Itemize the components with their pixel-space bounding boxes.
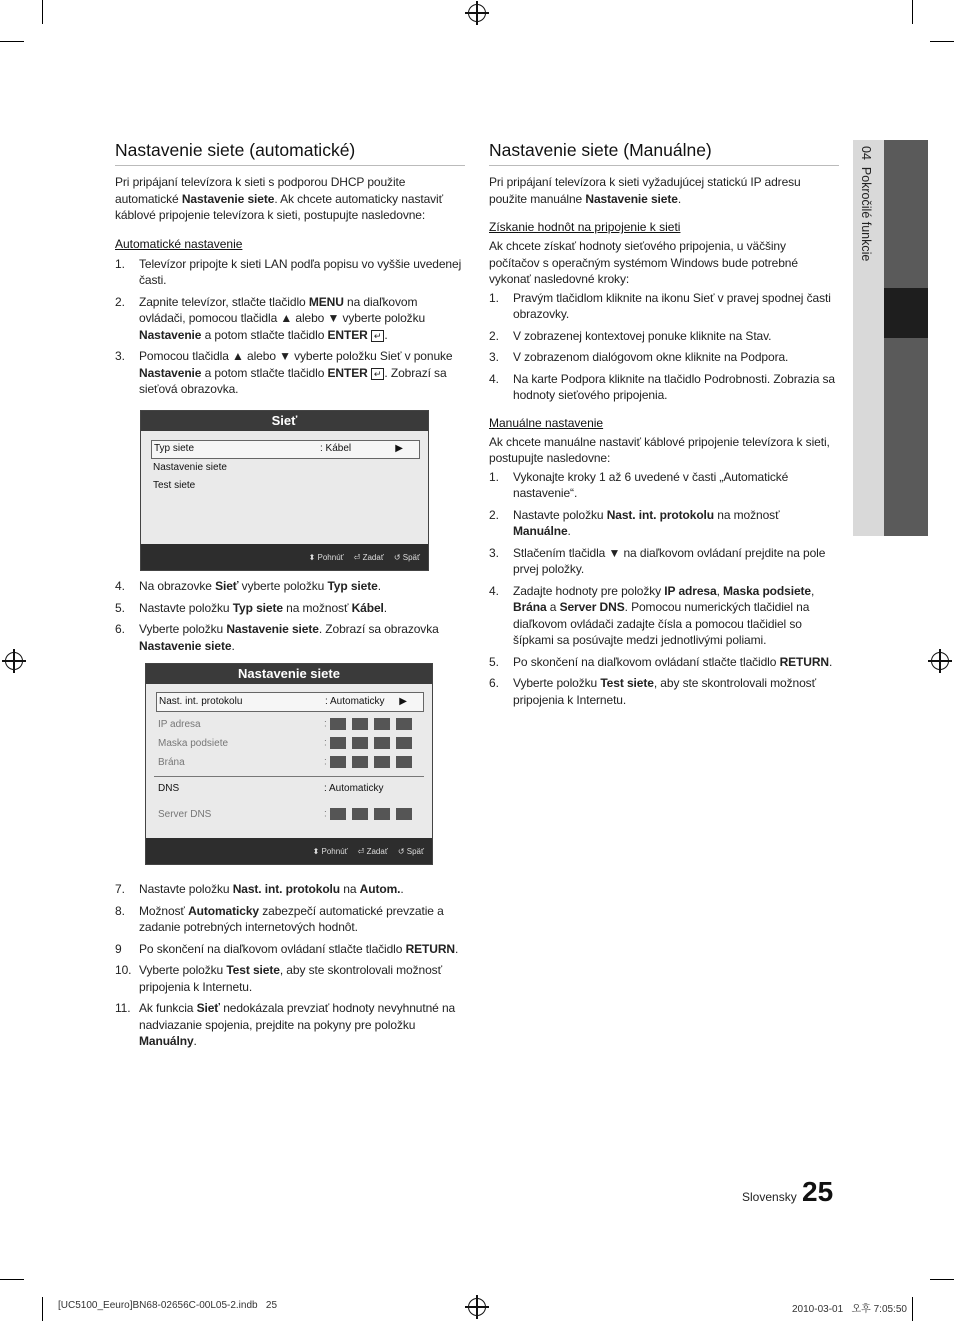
intro-auto: Pri pripájaní televízora k sieti s podporou DHCP použite automatické Nastavenie siete. Ak chcete automaticky nastaviť káblové pripojenie televízora k sieti, postupujte nasledovne: xyxy=(115,175,444,222)
list-item: 7. Nastavte položku Nast. int. protokolu na Autom.. xyxy=(115,882,404,896)
tv-screen-network-settings xyxy=(145,663,433,865)
menu-row-ip-address: IP adresa : xyxy=(158,719,420,730)
enter-icon: ⏎ xyxy=(353,552,361,562)
enter-icon: ↵ xyxy=(371,330,384,342)
list-item: 1. Televízor pripojte k sieti LAN podľa popisu vo vyššie uvedenej časti. xyxy=(115,256,462,287)
move-hint: ⬍ Pohnúť xyxy=(308,552,344,562)
chapter-title: Pokročilé funkcie xyxy=(859,166,873,262)
menu-row-dns-server: Server DNS : xyxy=(158,809,420,820)
registration-mark-icon xyxy=(931,652,949,670)
list-item: 5. Nastavte položku Typ siete na možnosť Kábel. xyxy=(115,600,388,615)
crop-mark xyxy=(912,0,913,24)
print-file-info: [UC5100_Eeuro]BN68-02656C-00L05-2.indb 25 xyxy=(58,1300,278,1311)
enter-icon: ⏎ xyxy=(357,846,365,856)
move-hint: ⬍ Pohnúť xyxy=(312,846,348,856)
list-item: 2. Nastavte položku Nast. int. protokolu na možnosť Manuálne. xyxy=(489,507,780,538)
menu-row-network-test[interactable]: Test siete xyxy=(153,480,196,491)
paragraph-obtain: Ak chcete získať hodnoty sieťového pripojenia, u väčšiny počítačov s operačným systémom Windows bude potrebné vykonať nasledovné kroky: xyxy=(489,239,798,286)
list-item: 2. V zobrazenej kontextovej ponuke kliknite na Stav. xyxy=(489,328,772,343)
screen-title: Nastavenie siete xyxy=(146,664,432,684)
language-label: Slovensky xyxy=(742,1190,797,1204)
crop-mark xyxy=(42,1297,43,1321)
steps-list-manual xyxy=(489,469,839,709)
updown-icon: ⬍ xyxy=(308,552,316,562)
crop-mark xyxy=(0,1279,24,1280)
side-tab-dark-top xyxy=(884,140,928,288)
list-item: 3. Stlačením tlačidla ▼ na diaľkovom ovládaní prejdite na pole prvej položky. xyxy=(489,545,826,576)
crop-mark xyxy=(930,41,954,42)
registration-mark-icon xyxy=(5,652,23,670)
subhead-auto: Automatické nastavenie xyxy=(115,236,243,251)
list-item: 8. Možnosť Automaticky zabezpečí automatické prevzatie a zadanie potrebných internetových hodnôt. xyxy=(115,903,444,934)
list-item: 10. Vyberte položku Test siete, aby ste skontrolovali možnosť pripojenia k Internetu. xyxy=(115,963,442,994)
screen-footer xyxy=(141,544,428,570)
list-item: 2. Zapnite televízor, stlačte tlačidlo MENU na diaľkovom ovládači, pomocou tlačidla ▲ alebo ▼ vyberte položku Nastavenie a potom stlačte tlačidlo ENTER ↵ . xyxy=(115,294,426,342)
list-item: 11. Ak funkcia Sieť nedokázala prevziať hodnoty nevyhnutné na nadviazanie spojenia, prejdite na pokyny pre položku Manuálny. xyxy=(115,1001,456,1048)
section-title-auto: Nastavenie siete (automatické) xyxy=(115,140,465,166)
menu-row-network-settings[interactable]: Nastavenie siete xyxy=(153,462,227,473)
print-date: 2010-03-01 오후 7:05:50 xyxy=(792,1304,907,1315)
chapter-label xyxy=(859,146,873,261)
list-item: 3. Pomocou tlačidla ▲ alebo ▼ vyberte položku Sieť v ponuke Nastavenie a potom stlačte tlačidlo ENTER ↵ . Zobrazí sa sieťová obrazovka. xyxy=(115,349,453,396)
steps-list-2 xyxy=(115,578,465,659)
steps-list-3 xyxy=(115,881,465,1055)
list-item: 4. Na obrazovke Sieť vyberte položku Typ siete. xyxy=(115,579,381,593)
registration-mark-icon xyxy=(468,1298,486,1316)
enter-icon: ↵ xyxy=(371,368,384,380)
registration-mark-icon xyxy=(468,4,486,22)
list-item: 4. Zadajte hodnoty pre položky IP adresa, Maska podsiete, Brána a Server DNS. Pomocou numerických tlačidiel na diaľkovom ovládači zadajte čísla a pomocou tlačidiel so šípkami sa posúvajte medzi jednotlivými poliami. xyxy=(489,583,815,647)
chapter-number: 04 xyxy=(859,146,873,160)
crop-mark xyxy=(930,1279,954,1280)
list-item: 6. Vyberte položku Nastavenie siete. Zobrazí sa obrazovka Nastavenie siete. xyxy=(115,622,439,653)
intro-manual: Pri pripájaní televízora k sieti vyžadujúcej statickú IP adresu použite manuálne Nastavenie siete. xyxy=(489,175,801,206)
subhead-manual-settings: Manuálne nastavenie xyxy=(489,415,604,430)
list-item: 5. Po skončení na diaľkovom ovládaní stlačte tlačidlo RETURN. xyxy=(489,654,833,669)
list-item: 1. Pravým tlačidlom kliknite na ikonu Sieť v pravej spodnej časti obrazovky. xyxy=(489,290,831,321)
list-item: 6. Vyberte položku Test siete, aby ste skontrolovali možnosť pripojenia k Internetu. xyxy=(489,676,816,707)
right-column xyxy=(489,140,839,713)
page-number: 25 xyxy=(802,1176,834,1207)
updown-icon: ⬍ xyxy=(312,846,320,856)
enter-hint: ⏎ Zadať xyxy=(357,846,388,856)
menu-row-dns[interactable]: DNS : Automaticky xyxy=(158,783,384,794)
menu-row-gateway: Brána : xyxy=(158,757,420,768)
tv-screen-network xyxy=(140,410,429,571)
list-item: 9 Po skončení na diaľkovom ovládaní stlačte tlačidlo RETURN. xyxy=(115,941,459,956)
paragraph-manual: Ak chcete manuálne nastaviť káblové pripojenie televízora k sieti, postupujte nasledovne: xyxy=(489,434,830,465)
crop-mark xyxy=(42,0,43,24)
steps-list-obtain xyxy=(489,290,839,404)
screen-title: Sieť xyxy=(141,411,428,431)
list-item: 4. Na karte Podpora kliknite na tlačidlo Podrobnosti. Zobrazia sa hodnoty sieťového pripojenia. xyxy=(489,371,835,402)
steps-list-1 xyxy=(115,256,465,398)
back-hint: ↺ Späť xyxy=(397,846,424,856)
screen-footer xyxy=(146,838,432,864)
side-tab-dark-bottom xyxy=(884,338,928,536)
enter-hint: ⏎ Zadať xyxy=(353,552,384,562)
menu-row-subnet-mask: Maska podsiete : xyxy=(158,738,420,749)
back-hint: ↺ Späť xyxy=(393,552,420,562)
subhead-obtain-values: Získanie hodnôt na pripojenie k sieti xyxy=(489,220,681,234)
menu-row-network-type[interactable]: Typ siete : Kábel ▶ xyxy=(151,440,420,459)
arrow-right-icon: ▶ xyxy=(395,443,403,454)
section-title-manual: Nastavenie siete (Manuálne) xyxy=(489,140,839,166)
crop-mark xyxy=(0,41,24,42)
divider xyxy=(154,776,424,777)
crop-mark xyxy=(912,1297,913,1321)
arrow-right-icon: ▶ xyxy=(399,696,407,707)
return-icon: ↺ xyxy=(393,552,401,562)
side-tab-active xyxy=(884,288,928,338)
left-column xyxy=(115,140,465,403)
menu-row-ip-protocol[interactable]: Nast. int. protokolu : Automaticky ▶ xyxy=(156,692,424,712)
return-icon: ↺ xyxy=(397,846,405,856)
list-item: 1. Vykonajte kroky 1 až 6 uvedené v časti „Automatické nastavenie“. xyxy=(489,469,789,500)
list-item: 3. V zobrazenom dialógovom okne kliknite na Podpora. xyxy=(489,350,789,364)
